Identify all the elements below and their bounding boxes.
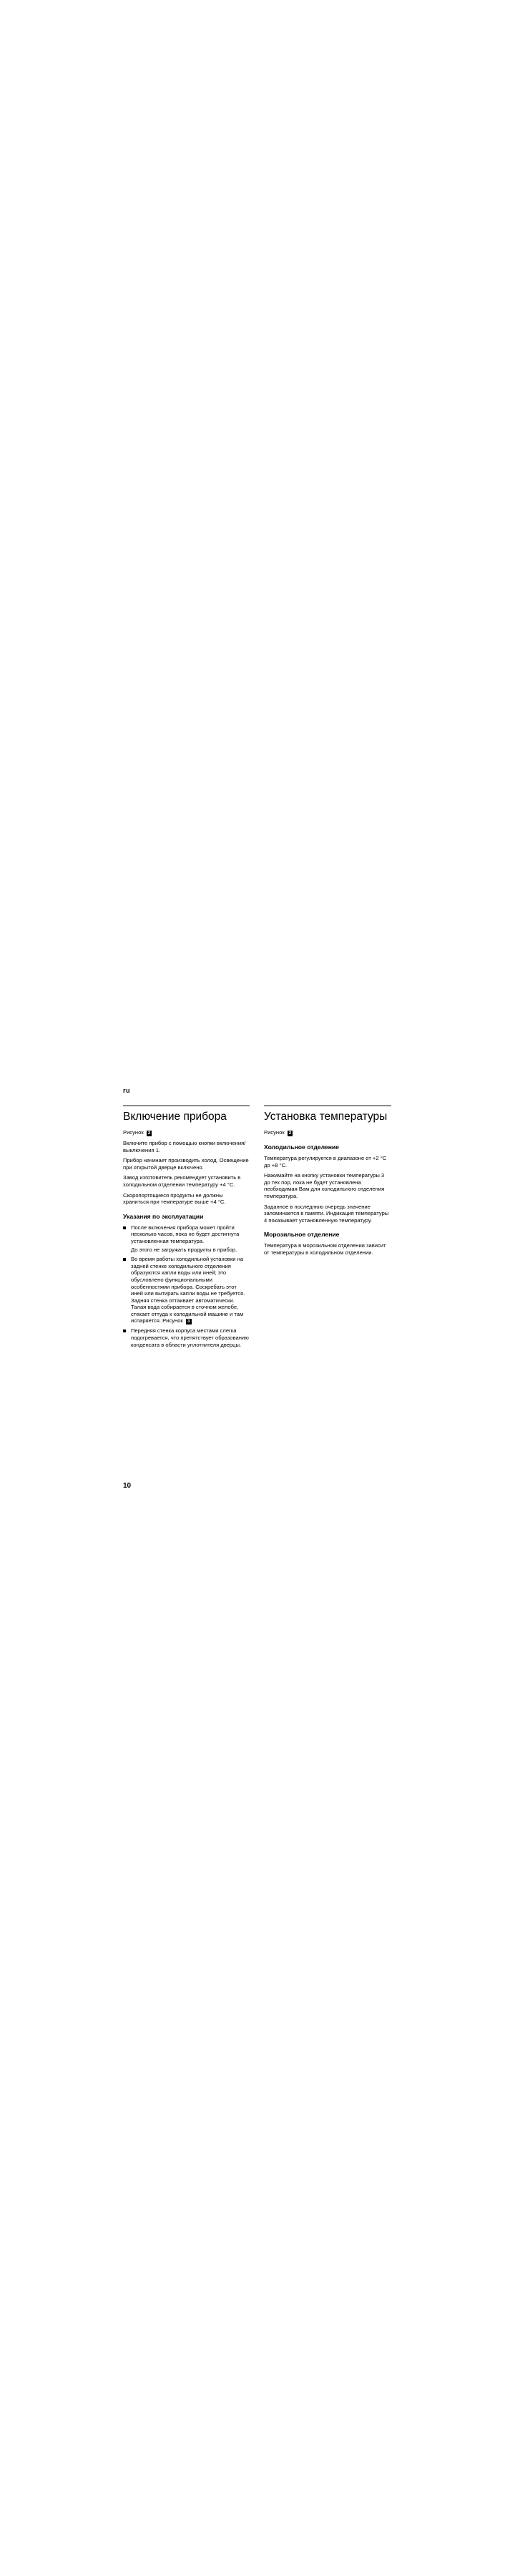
paragraph: Заданное в последнюю очередь значение запоминается в памяти. Индикация температуры 4 показывает установленную температуру.	[264, 1203, 389, 1224]
square-bullet-icon	[123, 1258, 126, 1261]
paragraph: Прибор начинает производить холод. Освещение при открытой дверце включено.	[123, 1157, 249, 1171]
figure-label: Рисунок	[264, 1129, 285, 1136]
list-item	[123, 1327, 250, 1348]
paragraph: Скоропортящиеся продукты не должны храниться при температуре выше +4 °С.	[123, 1191, 226, 1206]
figure-reference	[264, 1129, 391, 1136]
usage-list	[123, 1224, 250, 1349]
fridge-heading: Холодильное отделение	[264, 1143, 339, 1151]
list-item-text: Во время работы холодильной установки на задней стенке холодильного отделения образуются капли воды или иней; это обусловлено функциональными особенностями прибора. Соскребать этот иней или вытирать капли воды не требуется. Задняя стенка оттаивает автоматически. Талая вода собирается в сточном желобе, стекает оттуда к холодильной машине и там испаряется. Рисунок	[131, 1256, 245, 1324]
paragraph: Включите прибор с помощью кнопки включения/выключения 1.	[123, 1140, 246, 1153]
figure-label: Рисунок	[123, 1129, 144, 1136]
section-switch-on	[123, 1106, 250, 1351]
paragraph: Температура в морозильном отделении зависит от температуры в холодильном отделении.	[264, 1242, 386, 1256]
figure-number-badge: 3	[187, 1319, 190, 1324]
square-bullet-icon	[123, 1330, 126, 1332]
list-item-subtext: До этого не загружать продукты в прибор.	[131, 1246, 237, 1253]
figure-number-badge: 2	[147, 1131, 151, 1136]
language-code: ru	[123, 1087, 130, 1094]
paragraph: Нажимайте на кнопку установки температуры 3 до тех пор, пока не будет установлена необходимая Вам для холодильного отделения температура.	[264, 1172, 385, 1199]
freezer-heading: Морозильное отделение	[264, 1231, 340, 1239]
list-item	[123, 1256, 250, 1324]
section-title: Включение прибора	[123, 1111, 227, 1123]
list-item	[123, 1224, 250, 1253]
figure-number-badge: 2	[288, 1131, 292, 1136]
page-number: 10	[123, 1482, 132, 1490]
figure-reference	[123, 1129, 250, 1136]
list-item-text: Передняя стенка корпуса местами слегка подогревается, что препятствует образованию конденсата в области уплотнителя дверцы.	[131, 1327, 249, 1348]
paragraph: Температура регулируется в диапазоне от +2 °С до +8 °С.	[264, 1155, 387, 1169]
usage-heading: Указания по эксплуатации	[123, 1212, 204, 1220]
paragraph: Завод изготовитель рекомендует установить в холодильном отделении температуру +4 °С.	[123, 1174, 241, 1188]
section-temperature	[264, 1106, 391, 1260]
section-title: Установка температуры	[264, 1111, 388, 1123]
square-bullet-icon	[123, 1226, 126, 1229]
list-item-text: После включения прибора может пройти несколько часов, пока не будет достигнута установленная температура.	[131, 1224, 240, 1244]
